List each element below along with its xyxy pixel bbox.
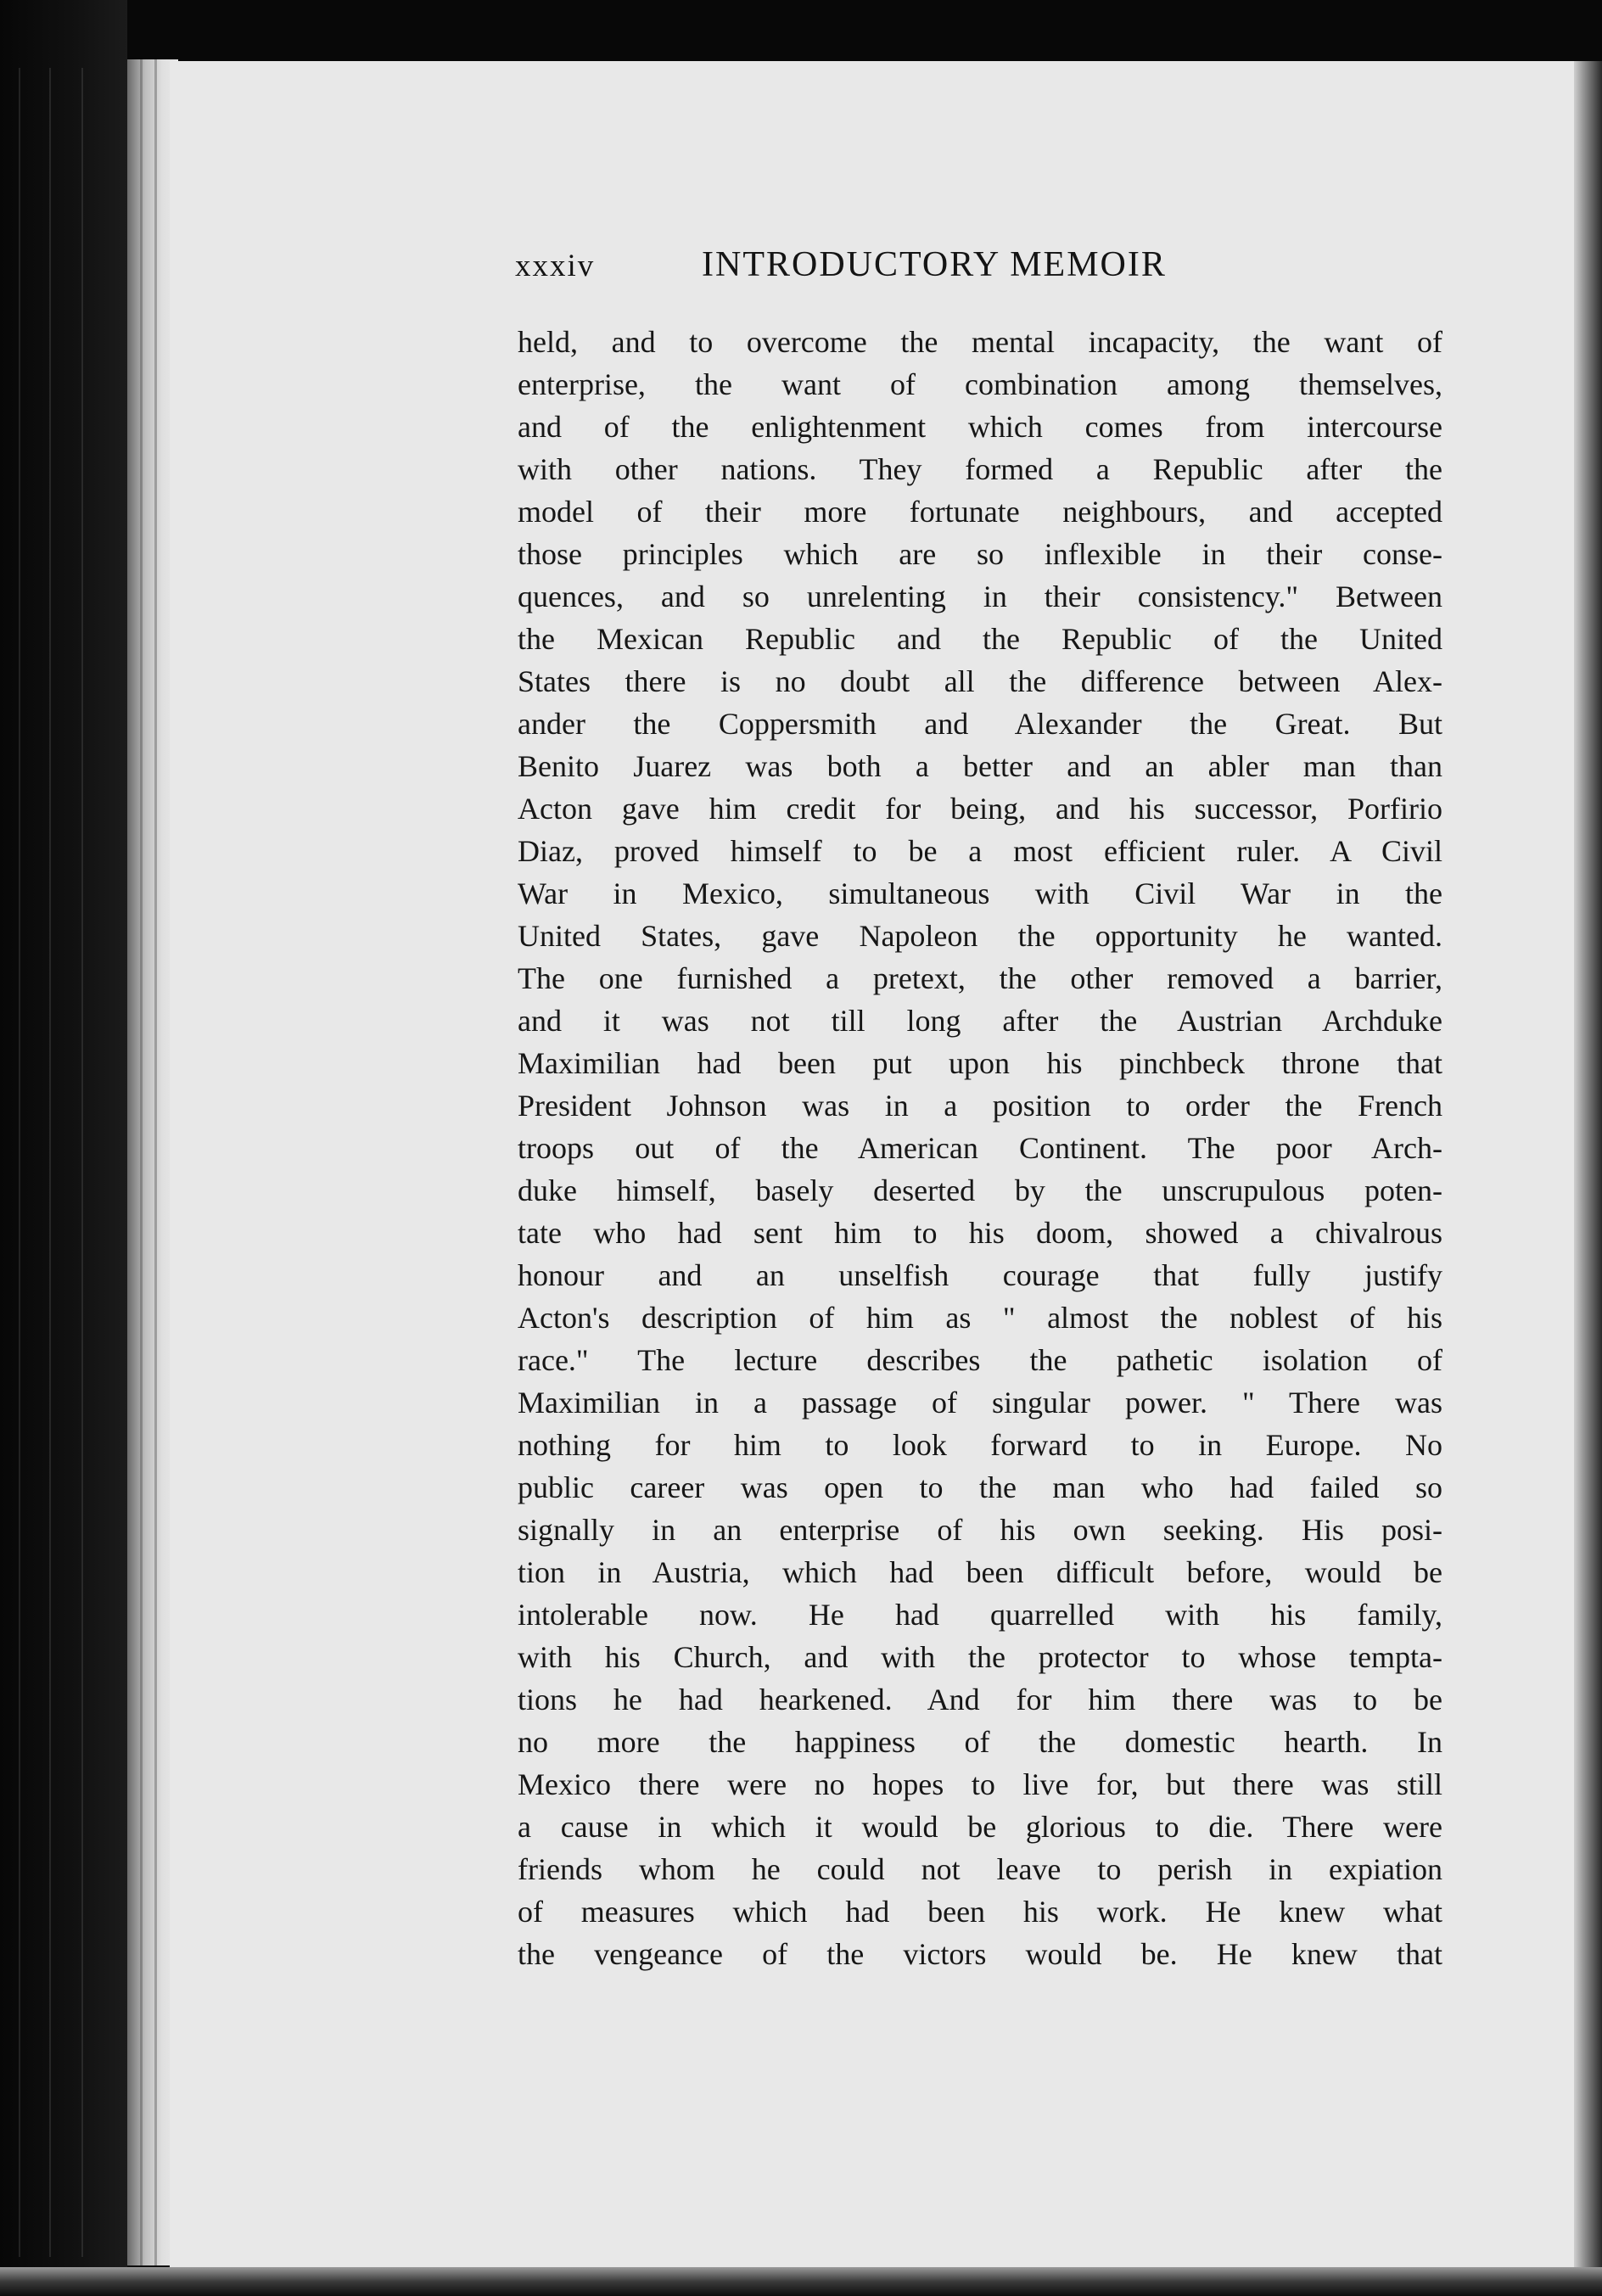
text-line: public career was open to the man who had failed so <box>518 1470 1442 1504</box>
gutter-line <box>154 59 157 2265</box>
text-line: honour and an unselfish courage that fully justify <box>518 1258 1442 1292</box>
text-line: The one furnished a pretext, the other removed a barrier, <box>518 961 1442 995</box>
text-line: Maximilian in a passage of singular power. " There was <box>518 1386 1442 1420</box>
scan-top-border <box>0 0 1602 68</box>
text-line: race." The lecture describes the pathetic isolation of <box>518 1343 1442 1377</box>
text-line: no more the happiness of the domestic hearth. In <box>518 1725 1442 1759</box>
text-line: model of their more fortunate neighbours, and accepted <box>518 495 1442 529</box>
gutter-line <box>140 59 143 2265</box>
text-line: Diaz, proved himself to be a most efficient ruler. A Civil <box>518 834 1442 868</box>
text-line: and of the enlightenment which comes from intercourse <box>518 410 1442 444</box>
text-line: intolerable now. He had quarrelled with his family, <box>518 1598 1442 1632</box>
text-line: War in Mexico, simultaneous with Civil War in the <box>518 876 1442 910</box>
text-line: Acton gave him credit for being, and his successor, Porfirio <box>518 792 1442 826</box>
text-line: those principles which are so inflexible in their conse- <box>518 537 1442 571</box>
text-line: a cause in which it would be glorious to die. There were <box>518 1810 1442 1844</box>
text-line: Maximilian had been put upon his pinchbeck throne that <box>518 1046 1442 1080</box>
text-line: of measures which had been his work. He knew what <box>518 1895 1442 1929</box>
text-line: Acton's description of him as " almost the noblest of his <box>518 1301 1442 1335</box>
text-line: States there is no doubt all the difference between Alex- <box>518 664 1442 698</box>
text-line: held, and to overcome the mental incapacity, the want of <box>518 325 1442 359</box>
body-text <box>518 321 1442 1975</box>
text-line: quences, and so unrelenting in their consistency." Between <box>518 580 1442 613</box>
text-line: tions he had hearkened. And for him there was to be <box>518 1683 1442 1716</box>
text-line: signally in an enterprise of his own seeking. His posi- <box>518 1513 1442 1547</box>
text-line: United States, gave Napoleon the opportunity he wanted. <box>518 919 1442 953</box>
text-line: Mexico there were no hopes to live for, but there was still <box>518 1767 1442 1801</box>
text-line: enterprise, the want of combination among themselves, <box>518 367 1442 401</box>
text-line: troops out of the American Continent. The poor Arch- <box>518 1131 1442 1165</box>
text-line: nothing for him to look forward to in Europe. No <box>518 1428 1442 1462</box>
scan-left-border <box>0 0 127 2296</box>
text-line: ander the Coppersmith and Alexander the Great. But <box>518 707 1442 741</box>
text-line: friends whom he could not leave to perish in expiation <box>518 1852 1442 1886</box>
running-title: INTRODUCTORY MEMOIR <box>702 245 1167 284</box>
text-line: duke himself, basely deserted by the unscrupulous poten- <box>518 1173 1442 1207</box>
text-line: tate who had sent him to his doom, showed a chivalrous <box>518 1216 1442 1250</box>
scan-streak <box>19 68 20 2257</box>
scan-bottom-border <box>0 2267 1602 2296</box>
text-line: tion in Austria, which had been difficult before, would be <box>518 1555 1442 1589</box>
page-right-edge <box>1574 61 1602 2267</box>
running-head <box>515 244 1406 295</box>
text-line: with his Church, and with the protector to whose tempta- <box>518 1640 1442 1674</box>
text-line: President Johnson was in a position to order the French <box>518 1089 1442 1123</box>
scan-streak <box>49 68 51 2257</box>
text-line: and it was not till long after the Austrian Archduke <box>518 1004 1442 1038</box>
text-line: the Mexican Republic and the Republic of the United <box>518 622 1442 656</box>
text-line: with other nations. They formed a Republic after the <box>518 452 1442 486</box>
page-number: xxxiv <box>515 249 596 283</box>
text-line: Benito Juarez was both a better and an abler man than <box>518 749 1442 783</box>
text-line: the vengeance of the victors would be. He knew that <box>518 1937 1442 1971</box>
scan-streak <box>81 68 83 2257</box>
